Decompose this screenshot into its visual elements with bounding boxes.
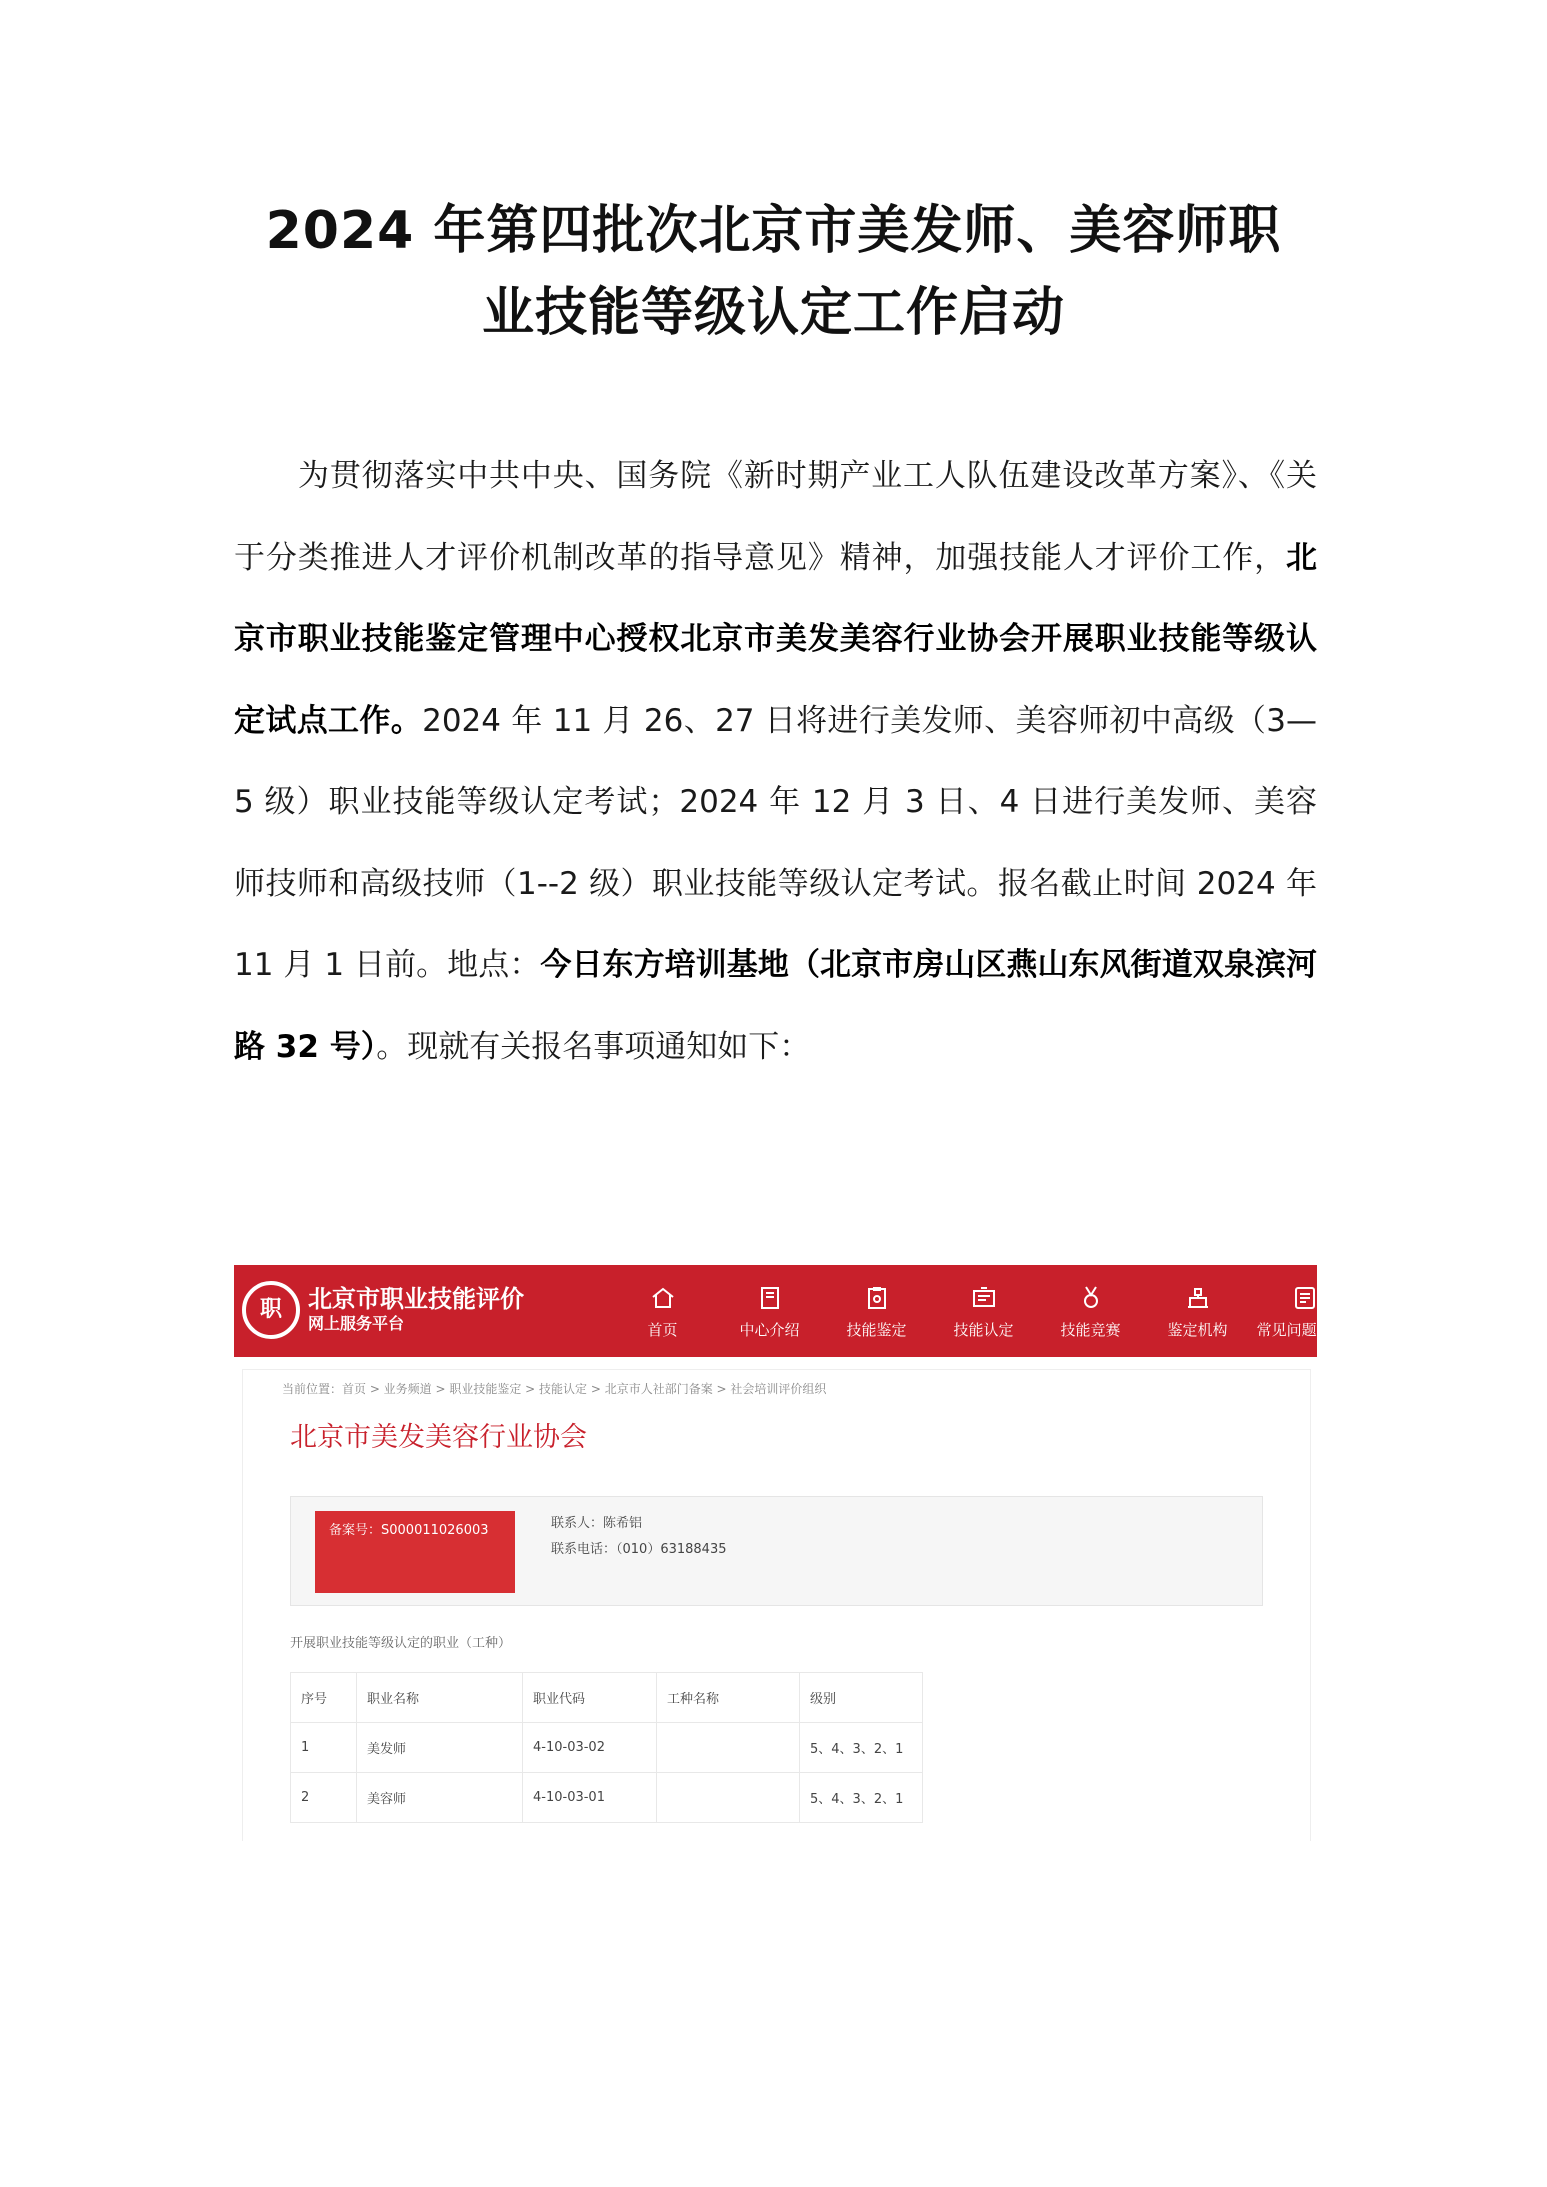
table-cell: 美发师 bbox=[357, 1723, 523, 1773]
org-info-box bbox=[290, 1496, 1263, 1606]
nav-label: 技能鉴定 bbox=[846, 1321, 907, 1339]
title-line-1: 2024 年第四批次北京市美发师、美容师职 bbox=[265, 201, 1282, 261]
nav-label: 技能竞赛 bbox=[1060, 1321, 1121, 1339]
home-icon bbox=[650, 1285, 676, 1311]
brand-name: 北京市职业技能评价 bbox=[308, 1285, 524, 1313]
body-paragraph bbox=[234, 436, 1317, 1088]
header-cell: 级别 bbox=[800, 1673, 923, 1723]
body-bold-2: 今日东方培训基地（北京市房山区燕山东风街道双泉滨河路 32 号） bbox=[234, 947, 1318, 1065]
list-icon bbox=[1292, 1285, 1318, 1311]
table-cell bbox=[657, 1773, 800, 1823]
nav-item-institutions[interactable] bbox=[1144, 1265, 1251, 1357]
building-icon bbox=[1185, 1285, 1211, 1311]
main-nav bbox=[609, 1265, 1358, 1357]
org-name: 北京市美发美容行业协会 bbox=[290, 1422, 587, 1453]
table-cell: 4-10-03-01 bbox=[523, 1773, 657, 1823]
contact-person: 联系人：陈希铝 bbox=[551, 1516, 643, 1531]
certificate-icon bbox=[971, 1285, 997, 1311]
contact-phone: 联系电话：（010）63188435 bbox=[551, 1542, 727, 1557]
body-text-1: 为贯彻落实中共中央、国务院《新时期产业工人队伍建设改革方案》、《关于分类推进人才评价机制改革的指导意见》精神，加强技能人才评价工作， bbox=[234, 458, 1317, 576]
table-cell bbox=[657, 1723, 800, 1773]
nav-item-competition[interactable] bbox=[1037, 1265, 1144, 1357]
nav-item-appraisal[interactable] bbox=[823, 1265, 930, 1357]
breadcrumb: 当前位置：首页 > 业务频道 > 职业技能鉴定 > 技能认定 > 北京市人社部门备案 > 社会培训评价组织 bbox=[282, 1382, 827, 1396]
header-cell: 职业名称 bbox=[357, 1673, 523, 1723]
nav-item-home[interactable] bbox=[609, 1265, 716, 1357]
nav-label: 首页 bbox=[647, 1321, 678, 1339]
site-header bbox=[234, 1265, 1353, 1357]
table-row bbox=[291, 1723, 923, 1773]
medal-icon bbox=[1078, 1285, 1104, 1311]
brand-subtitle: 网上服务平台 bbox=[308, 1314, 405, 1333]
table-row bbox=[291, 1773, 923, 1823]
table-cell: 4-10-03-02 bbox=[523, 1723, 657, 1773]
nav-label: 鉴定机构 bbox=[1167, 1321, 1228, 1339]
occupation-table bbox=[290, 1672, 923, 1823]
body-bold-1: 北京市职业技能鉴定管理中心授权北京市美发美容行业协会开展职业技能等级认定试点工作。 bbox=[234, 539, 1317, 739]
nav-label: 常见问题(已归 bbox=[1256, 1321, 1353, 1339]
body-text-3: 。现就有关报名事项通知如下： bbox=[376, 1028, 811, 1065]
nav-item-certification[interactable] bbox=[930, 1265, 1037, 1357]
logo-text: 职 bbox=[259, 1297, 282, 1322]
book-icon bbox=[757, 1285, 783, 1311]
table-cell: 5、4、3、2、1 bbox=[800, 1773, 923, 1823]
registration-number: 备案号：S000011026003 bbox=[329, 1523, 489, 1538]
site-logo[interactable] bbox=[242, 1281, 300, 1339]
clipboard-icon bbox=[864, 1285, 890, 1311]
nav-label: 技能认定 bbox=[953, 1321, 1014, 1339]
table-cell: 美容师 bbox=[357, 1773, 523, 1823]
contact-info bbox=[551, 1511, 726, 1563]
title-line-2: 业技能等级认定工作启动 bbox=[481, 283, 1065, 343]
embedded-screenshot bbox=[234, 1265, 1353, 1840]
table-caption: 开展职业技能等级认定的职业（工种） bbox=[290, 1636, 512, 1651]
document-title bbox=[0, 190, 1547, 354]
table-cell: 1 bbox=[291, 1723, 357, 1773]
nav-item-faq[interactable] bbox=[1251, 1265, 1358, 1357]
table-header-row bbox=[291, 1673, 923, 1723]
header-cell: 序号 bbox=[291, 1673, 357, 1723]
table-cell: 5、4、3、2、1 bbox=[800, 1723, 923, 1773]
site-brand[interactable] bbox=[308, 1285, 524, 1335]
header-cell: 工种名称 bbox=[657, 1673, 800, 1723]
nav-label: 中心介绍 bbox=[739, 1321, 800, 1339]
header-cell: 职业代码 bbox=[523, 1673, 657, 1723]
table-cell: 2 bbox=[291, 1773, 357, 1823]
registration-card bbox=[315, 1511, 515, 1593]
nav-item-about[interactable] bbox=[716, 1265, 823, 1357]
body-text-2: 2024 年 11 月 26、27 日将进行美发师、美容师初中高级（3—5 级）职业技能等级认定考试；2024 年 12 月 3 日、4 日进行美发师、美容师技师和高级技师（1--2 级）职业技能等级认定考试。报名截止时间 2024 年 11 月 1 日前。地点： bbox=[234, 702, 1317, 983]
